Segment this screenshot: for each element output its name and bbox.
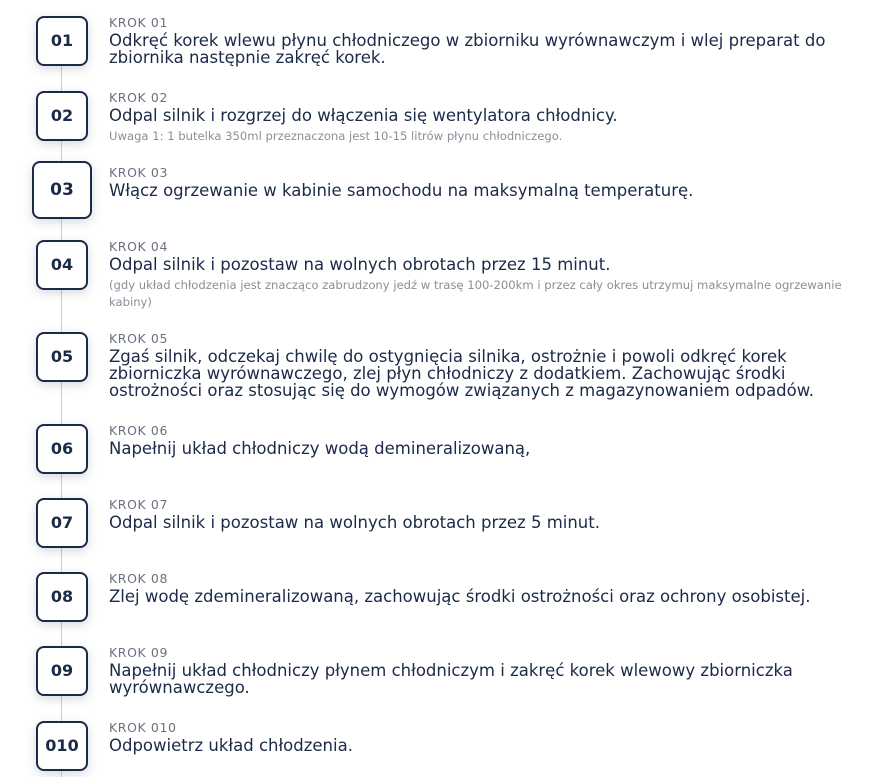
step-text: Odpal silnik i pozostaw na wolnych obrotach przez 15 minut. (109, 255, 611, 274)
step-content (109, 16, 869, 66)
step-text: Odpal silnik i pozostaw na wolnych obrotach przez 5 minut. (109, 513, 600, 532)
step-note: (gdy układ chłodzenia jest znacząco zabrudzony jedź w trasę 100-200km i przez cały okres utrzymuj maksymalne ogrzewanie kabiny) (109, 278, 842, 309)
step-label: KROK 01 (109, 15, 168, 30)
step-text: Napełnij układ chłodniczy płynem chłodniczym i zakręć korek wlewowy zbiorniczka wyrównawczego. (109, 661, 793, 697)
step-number-badge: 08 (36, 572, 88, 622)
step-note: Uwaga 1: 1 butelka 350ml przeznaczona jest 10-15 litrów płynu chłodniczego. (109, 129, 563, 143)
step-text: Odkręć korek wlewu płynu chłodniczego w zbiorniku wyrównawczym i wlej preparat do zbiornika następnie zakręć korek. (109, 31, 826, 67)
step-number-badge: 09 (36, 646, 88, 696)
step-content (109, 240, 869, 311)
step-text: Odpal silnik i rozgrzej do włączenia się wentylatora chłodnicy. (109, 106, 618, 125)
step-text: Zgaś silnik, odczekaj chwilę do ostygnięcia silnika, ostrożnie i powoli odkręć korek zbiorniczka wyrównawczego, zlej płyn chłodniczy z dodatkiem. Zachowując środki ostrożności oraz stosując się do wymogów związanych z magazynowaniem odpadów. (109, 347, 814, 400)
step-number-badge: 03 (32, 161, 92, 219)
step-label: KROK 05 (109, 331, 168, 346)
step-number-badge: 010 (36, 721, 88, 771)
step-content (109, 721, 869, 754)
step-label: KROK 08 (109, 571, 168, 586)
step-number-badge: 05 (36, 332, 88, 382)
step-number-badge: 04 (36, 240, 88, 290)
step-text: Napełnij układ chłodniczy wodą demineralizowaną, (109, 439, 531, 458)
step-content (109, 572, 869, 605)
step-label: KROK 02 (109, 90, 168, 105)
step-content (109, 91, 869, 145)
step-label: KROK 010 (109, 720, 177, 735)
step-number-badge: 02 (36, 91, 88, 141)
step-content (109, 424, 869, 457)
step-content (109, 498, 869, 531)
step-label: KROK 06 (109, 423, 168, 438)
step-number-badge: 06 (36, 424, 88, 474)
step-number-badge: 07 (36, 498, 88, 548)
step-number-badge: 01 (36, 16, 88, 66)
step-label: KROK 04 (109, 239, 168, 254)
step-label: KROK 07 (109, 497, 168, 512)
step-text: Zlej wodę zdemineralizowaną, zachowując środki ostrożności oraz ochrony osobistej. (109, 587, 811, 606)
step-text: Włącz ogrzewanie w kabinie samochodu na maksymalną temperaturę. (109, 181, 694, 200)
step-content (109, 166, 869, 199)
step-text: Odpowietrz układ chłodzenia. (109, 736, 353, 755)
step-label: KROK 03 (109, 165, 168, 180)
step-content (109, 646, 869, 696)
step-label: KROK 09 (109, 645, 168, 660)
step-content (109, 332, 869, 399)
